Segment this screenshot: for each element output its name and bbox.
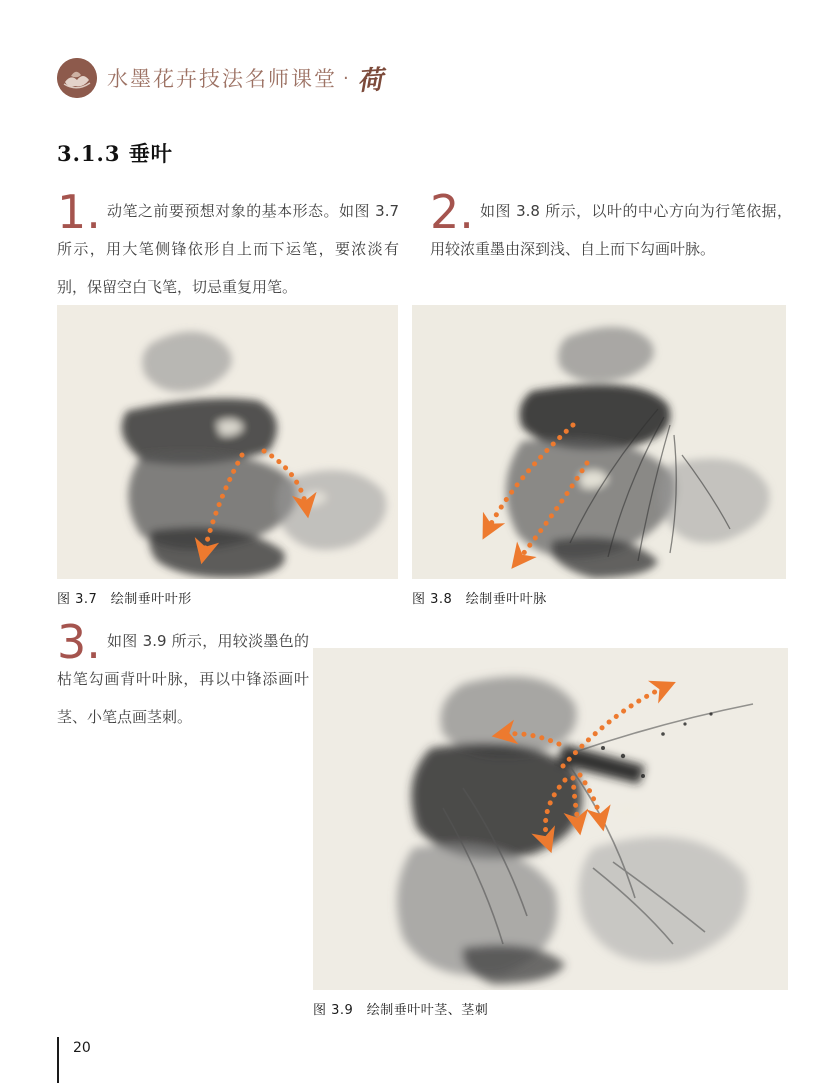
figure-3-7-caption: 图 3.7 绘制垂叶叶形 bbox=[57, 592, 192, 607]
book-series-character: 荷 bbox=[355, 64, 386, 97]
step-2-text: 如图 3.8 所示，以叶的中心方向为行笔依据，用较浓重墨由深到浅、自上而下勾画叶脉。 bbox=[430, 202, 792, 258]
book-title bbox=[107, 60, 385, 97]
step-3 bbox=[57, 615, 309, 736]
step-3-number: 3. bbox=[57, 615, 101, 669]
lotus-seal-icon bbox=[57, 58, 97, 98]
step-1 bbox=[57, 185, 399, 306]
step-3-text: 如图 3.9 所示，用较淡墨色的枯笔勾画背叶叶脉，再以中锋添画叶茎、小笔点画茎刺。 bbox=[57, 632, 309, 726]
step-2 bbox=[430, 185, 792, 268]
figure-3-7-image bbox=[57, 305, 398, 579]
section-heading: 3.1.3 垂叶 bbox=[57, 141, 173, 166]
step-1-text: 动笔之前要预想对象的基本形态。如图 3.7 所示，用大笔侧锋依形自上而下运笔，要浓淡有别，保留空白飞笔，切忌重复用笔。 bbox=[57, 202, 399, 296]
book-title-text: 水墨花卉技法名师课堂 bbox=[107, 67, 337, 91]
figure-3-9-caption: 图 3.9 绘制垂叶叶茎、茎刺 bbox=[313, 1003, 489, 1018]
page-header bbox=[57, 58, 385, 98]
page-number: 20 bbox=[73, 1040, 91, 1056]
ink-leaf-painting bbox=[122, 331, 387, 577]
footer-rule bbox=[57, 1037, 59, 1083]
figure-3-8-caption: 图 3.8 绘制垂叶叶脉 bbox=[412, 592, 547, 607]
figure-3-8-image bbox=[412, 305, 786, 579]
title-separator: · bbox=[343, 67, 351, 89]
step-2-number: 2. bbox=[430, 185, 474, 239]
figure-3-9-image bbox=[313, 648, 788, 990]
step-1-number: 1. bbox=[57, 185, 101, 239]
ink-leaf-painting bbox=[397, 676, 747, 984]
